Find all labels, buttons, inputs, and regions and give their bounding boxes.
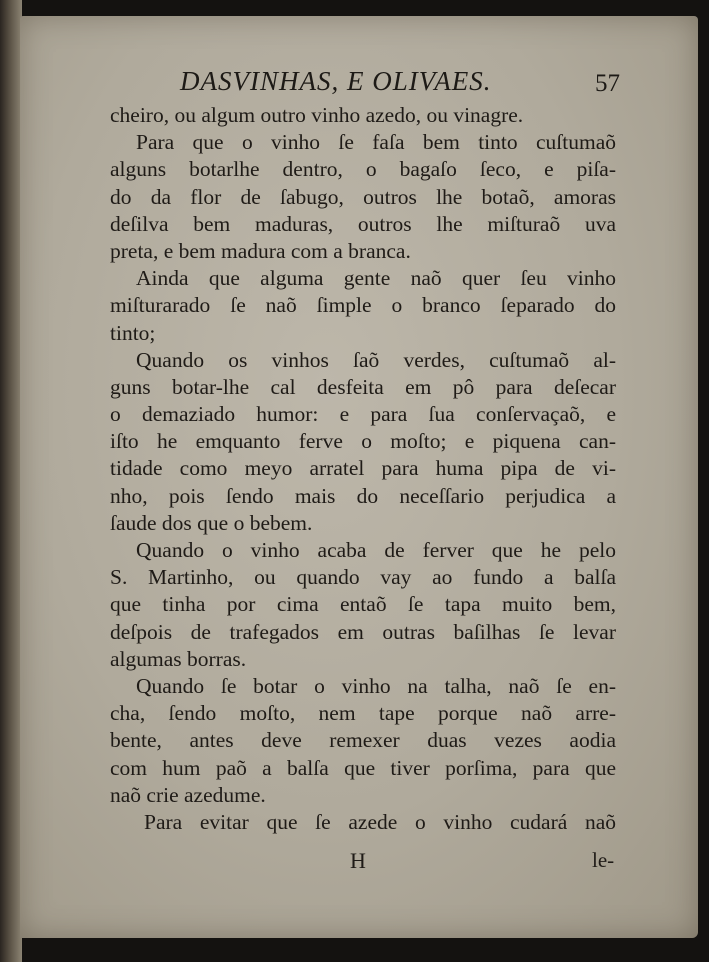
text-line: que tinha por cima entaõ ſe tapa muito bem, [110,592,616,617]
text-line: Quando o vinho acaba de ferver que he pelo [136,538,616,562]
text-line: preta, e bem madura com a branca. [110,238,411,263]
book-spine-edge [0,0,22,962]
text-line: ſaude dos que o bebem. [110,510,313,535]
text-line: algumas borras. [110,646,247,671]
signature-mark: H [350,848,366,873]
text-line: o demaziado humor: e para ſua conſervaçaõ, e [110,402,616,427]
text-line: cheiro, ou algum outro vinho azedo, ou vinagre. [110,103,524,127]
text-line: Para evitar que ſe azede o vinho cudará naõ [144,809,616,834]
text-line: nho, pois ſendo mais do neceſſario perjudica a [110,483,616,508]
catchword: le- [592,848,615,872]
text-line: Quando os vinhos ſaõ verdes, cuſtumaõ al- [136,347,616,372]
text-line: miſturarado ſe naõ ſimple o branco ſeparado do [110,293,616,318]
page-number: 57 [595,70,620,97]
text-line: com hum paõ a balſa que tiver porſima, para que [110,755,616,780]
text-line: guns botar-lhe cal desfeita em pô para deſecar [110,374,616,399]
text-line: tinto; [110,320,156,345]
text-line: Quando ſe botar o vinho na talha, naõ ſe en- [136,673,616,698]
text-line: bente, antes deve remexer duas vezes aodia [110,728,616,753]
text-line: deſpois de trafegados em outras baſilhas ſe levar [110,619,616,644]
text-line: Ainda que alguma gente naõ quer ſeu vinho [136,266,616,291]
text-line: cha, ſendo moſto, nem tape porque naõ arre- [110,701,616,726]
book-page [20,16,698,938]
text-line: alguns botarlhe dentro, o bagaſo ſeco, e piſa- [110,157,616,182]
running-title: DASVINHAS, E OLIVAES. [180,66,492,96]
text-line: tidade como meyo arratel para huma pipa de vi- [110,456,616,481]
page-header [180,66,620,100]
body-text [110,102,616,836]
text-line: do da flor de ſabugo, outros lhe botaõ, amoras [110,184,616,209]
text-line: deſilva bem maduras, outros lhe miſturaõ uva [110,211,616,236]
text-line: Para que o vinho ſe faſa bem tinto cuſtumaõ [136,130,616,155]
text-line: naõ crie azedume. [110,782,266,807]
text-line: S. Martinho, ou quando vay ao fundo a balſa [110,565,616,590]
text-line: iſto he emquanto ferve o moſto; e piquena can- [110,429,616,454]
